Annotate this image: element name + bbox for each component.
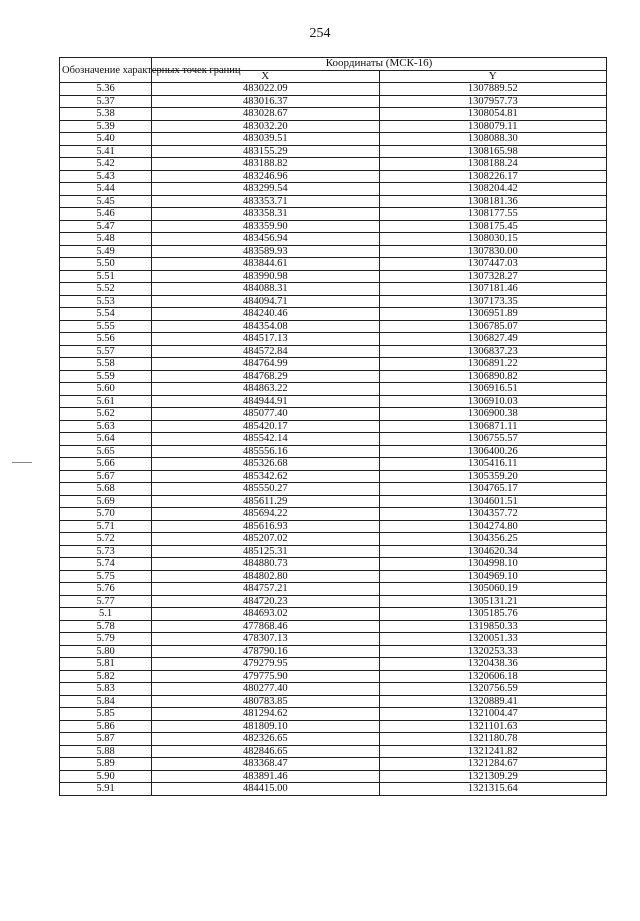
point-cell: 5.50	[60, 258, 152, 271]
point-cell: 5.44	[60, 183, 152, 196]
point-column-header: Обозначение характерных точек границ	[60, 58, 152, 83]
x-coordinate-cell: 483155.29	[152, 145, 380, 158]
point-cell: 5.52	[60, 283, 152, 296]
y-coordinate-cell: 1306890.82	[379, 370, 607, 383]
point-cell: 5.77	[60, 595, 152, 608]
point-cell: 5.88	[60, 745, 152, 758]
y-coordinate-cell: 1307173.35	[379, 295, 607, 308]
y-coordinate-cell: 1307181.46	[379, 283, 607, 296]
point-cell: 5.82	[60, 670, 152, 683]
table-row	[60, 695, 607, 708]
y-coordinate-cell: 1321284.67	[379, 758, 607, 771]
y-coordinate-cell: 1308204.42	[379, 183, 607, 196]
y-coordinate-cell: 1306827.49	[379, 333, 607, 346]
point-cell: 5.89	[60, 758, 152, 771]
table-row	[60, 558, 607, 571]
table-row	[60, 195, 607, 208]
y-coordinate-cell: 1306400.26	[379, 445, 607, 458]
x-coordinate-cell: 481809.10	[152, 720, 380, 733]
y-coordinate-cell: 1321241.82	[379, 745, 607, 758]
y-coordinate-cell: 1308079.11	[379, 120, 607, 133]
x-coordinate-cell: 484802.80	[152, 570, 380, 583]
x-coordinate-cell: 484757.21	[152, 583, 380, 596]
x-coordinate-cell: 485542.14	[152, 433, 380, 446]
table-row	[60, 333, 607, 346]
table-row	[60, 145, 607, 158]
x-coordinate-cell: 483359.90	[152, 220, 380, 233]
point-cell: 5.71	[60, 520, 152, 533]
point-cell: 5.72	[60, 533, 152, 546]
x-coordinate-cell: 483891.46	[152, 770, 380, 783]
x-coordinate-cell: 485326.68	[152, 458, 380, 471]
table-row	[60, 508, 607, 521]
y-coordinate-cell: 1307830.00	[379, 245, 607, 258]
y-coordinate-cell: 1308175.45	[379, 220, 607, 233]
y-coordinate-cell: 1320051.33	[379, 633, 607, 646]
table-row	[60, 583, 607, 596]
x-coordinate-cell: 485125.31	[152, 545, 380, 558]
point-cell: 5.78	[60, 620, 152, 633]
x-coordinate-cell: 482326.65	[152, 733, 380, 746]
point-cell: 5.53	[60, 295, 152, 308]
y-coordinate-cell: 1306900.38	[379, 408, 607, 421]
y-coordinate-cell: 1320438.36	[379, 658, 607, 671]
table-row	[60, 95, 607, 108]
point-cell: 5.59	[60, 370, 152, 383]
point-cell: 5.42	[60, 158, 152, 171]
table-row	[60, 245, 607, 258]
x-coordinate-cell: 484880.73	[152, 558, 380, 571]
y-coordinate-cell: 1305131.21	[379, 595, 607, 608]
point-cell: 5.84	[60, 695, 152, 708]
x-coordinate-cell: 485616.93	[152, 520, 380, 533]
y-coordinate-cell: 1320606.18	[379, 670, 607, 683]
y-coordinate-cell: 1306785.07	[379, 320, 607, 333]
point-cell: 5.69	[60, 495, 152, 508]
table-row	[60, 683, 607, 696]
y-coordinate-cell: 1305416.11	[379, 458, 607, 471]
y-coordinate-cell: 1304969.10	[379, 570, 607, 583]
point-cell: 5.45	[60, 195, 152, 208]
y-coordinate-cell: 1308088.30	[379, 133, 607, 146]
point-cell: 5.76	[60, 583, 152, 596]
y-coordinate-cell: 1321309.29	[379, 770, 607, 783]
point-cell: 5.86	[60, 720, 152, 733]
y-coordinate-cell: 1321315.64	[379, 783, 607, 796]
y-coordinate-cell: 1304274.80	[379, 520, 607, 533]
point-cell: 5.90	[60, 770, 152, 783]
point-cell: 5.38	[60, 108, 152, 121]
table-row	[60, 658, 607, 671]
y-coordinate-cell: 1304765.17	[379, 483, 607, 496]
y-coordinate-cell: 1320253.33	[379, 645, 607, 658]
x-coordinate-cell: 485550.27	[152, 483, 380, 496]
x-coordinate-cell: 482846.65	[152, 745, 380, 758]
x-coordinate-cell: 481294.62	[152, 708, 380, 721]
point-cell: 5.79	[60, 633, 152, 646]
table-row	[60, 733, 607, 746]
x-coordinate-cell: 483246.96	[152, 170, 380, 183]
table-row	[60, 120, 607, 133]
x-coordinate-cell: 483990.98	[152, 270, 380, 283]
y-coordinate-cell: 1308181.36	[379, 195, 607, 208]
point-cell: 5.91	[60, 783, 152, 796]
table-row	[60, 383, 607, 396]
y-coordinate-cell: 1320889.41	[379, 695, 607, 708]
table-row	[60, 295, 607, 308]
point-cell: 5.47	[60, 220, 152, 233]
y-coordinate-cell: 1305185.76	[379, 608, 607, 621]
point-cell: 5.57	[60, 345, 152, 358]
y-coordinate-cell: 1308188.24	[379, 158, 607, 171]
table-row	[60, 470, 607, 483]
y-coordinate-cell: 1306951.89	[379, 308, 607, 321]
x-coordinate-cell: 484517.13	[152, 333, 380, 346]
table-row	[60, 270, 607, 283]
x-column-header: X	[152, 70, 380, 83]
table-row	[60, 720, 607, 733]
y-coordinate-cell: 1304356.25	[379, 533, 607, 546]
table-row	[60, 570, 607, 583]
y-coordinate-cell: 1304620.34	[379, 545, 607, 558]
y-coordinate-cell: 1321101.63	[379, 720, 607, 733]
x-coordinate-cell: 483022.09	[152, 83, 380, 96]
x-coordinate-cell: 479775.90	[152, 670, 380, 683]
table-row	[60, 258, 607, 271]
x-coordinate-cell: 483456.94	[152, 233, 380, 246]
table-row	[60, 395, 607, 408]
x-coordinate-cell: 485420.17	[152, 420, 380, 433]
point-cell: 5.74	[60, 558, 152, 571]
table-row	[60, 133, 607, 146]
point-cell: 5.54	[60, 308, 152, 321]
x-coordinate-cell: 478307.13	[152, 633, 380, 646]
point-cell: 5.87	[60, 733, 152, 746]
x-coordinate-cell: 484088.31	[152, 283, 380, 296]
point-cell: 5.51	[60, 270, 152, 283]
x-coordinate-cell: 480783.85	[152, 695, 380, 708]
table-row	[60, 183, 607, 196]
table-row	[60, 445, 607, 458]
table-row	[60, 433, 607, 446]
table-row	[60, 170, 607, 183]
table-row	[60, 370, 607, 383]
point-cell: 5.75	[60, 570, 152, 583]
x-coordinate-cell: 483032.20	[152, 120, 380, 133]
point-cell: 5.56	[60, 333, 152, 346]
table-row	[60, 408, 607, 421]
x-coordinate-cell: 484094.71	[152, 295, 380, 308]
table-row	[60, 220, 607, 233]
x-coordinate-cell: 483039.51	[152, 133, 380, 146]
point-cell: 5.58	[60, 358, 152, 371]
coordinates-group-header: Координаты (МСК-16)	[152, 58, 607, 71]
table-row	[60, 708, 607, 721]
table-row	[60, 533, 607, 546]
x-coordinate-cell: 478790.16	[152, 645, 380, 658]
point-cell: 5.1	[60, 608, 152, 621]
x-coordinate-cell: 483016.37	[152, 95, 380, 108]
table-row	[60, 83, 607, 96]
x-coordinate-cell: 484863.22	[152, 383, 380, 396]
point-cell: 5.83	[60, 683, 152, 696]
point-cell: 5.73	[60, 545, 152, 558]
point-cell: 5.62	[60, 408, 152, 421]
y-coordinate-cell: 1306910.03	[379, 395, 607, 408]
table-row	[60, 620, 607, 633]
y-coordinate-cell: 1306755.57	[379, 433, 607, 446]
table-row	[60, 645, 607, 658]
table-row	[60, 595, 607, 608]
x-coordinate-cell: 485077.40	[152, 408, 380, 421]
table-row	[60, 783, 607, 796]
table-row	[60, 745, 607, 758]
table-row	[60, 208, 607, 221]
x-coordinate-cell: 484415.00	[152, 783, 380, 796]
table-row	[60, 158, 607, 171]
x-coordinate-cell: 484944.91	[152, 395, 380, 408]
table-row	[60, 520, 607, 533]
table-row	[60, 770, 607, 783]
y-coordinate-cell: 1306871.11	[379, 420, 607, 433]
table-body	[60, 83, 607, 796]
point-cell: 5.48	[60, 233, 152, 246]
y-coordinate-cell: 1305359.20	[379, 470, 607, 483]
point-cell: 5.46	[60, 208, 152, 221]
point-cell: 5.81	[60, 658, 152, 671]
point-cell: 5.67	[60, 470, 152, 483]
table-row	[60, 483, 607, 496]
y-coordinate-cell: 1306891.22	[379, 358, 607, 371]
x-coordinate-cell: 480277.40	[152, 683, 380, 696]
x-coordinate-cell: 483358.31	[152, 208, 380, 221]
x-coordinate-cell: 485342.62	[152, 470, 380, 483]
x-coordinate-cell: 483844.61	[152, 258, 380, 271]
x-coordinate-cell: 477868.46	[152, 620, 380, 633]
x-coordinate-cell: 485611.29	[152, 495, 380, 508]
point-cell: 5.66	[60, 458, 152, 471]
y-coordinate-cell: 1304357.72	[379, 508, 607, 521]
table-row	[60, 420, 607, 433]
point-cell: 5.40	[60, 133, 152, 146]
x-coordinate-cell: 484768.29	[152, 370, 380, 383]
table-row	[60, 308, 607, 321]
point-cell: 5.55	[60, 320, 152, 333]
point-cell: 5.60	[60, 383, 152, 396]
table-row	[60, 633, 607, 646]
y-coordinate-cell: 1308226.17	[379, 170, 607, 183]
y-coordinate-cell: 1321004.47	[379, 708, 607, 721]
y-coordinate-cell: 1308054.81	[379, 108, 607, 121]
point-cell: 5.70	[60, 508, 152, 521]
point-cell: 5.36	[60, 83, 152, 96]
table-row	[60, 608, 607, 621]
x-coordinate-cell: 484764.99	[152, 358, 380, 371]
y-coordinate-cell: 1320756.59	[379, 683, 607, 696]
y-coordinate-cell: 1321180.78	[379, 733, 607, 746]
y-coordinate-cell: 1304998.10	[379, 558, 607, 571]
point-cell: 5.39	[60, 120, 152, 133]
point-cell: 5.43	[60, 170, 152, 183]
point-cell: 5.63	[60, 420, 152, 433]
x-coordinate-cell: 484693.02	[152, 608, 380, 621]
table-row	[60, 670, 607, 683]
y-coordinate-cell: 1307889.52	[379, 83, 607, 96]
table-row	[60, 358, 607, 371]
table-row	[60, 320, 607, 333]
table-row	[60, 283, 607, 296]
point-cell: 5.68	[60, 483, 152, 496]
y-coordinate-cell: 1307447.03	[379, 258, 607, 271]
x-coordinate-cell: 479279.95	[152, 658, 380, 671]
y-coordinate-cell: 1304601.51	[379, 495, 607, 508]
y-column-header: Y	[379, 70, 607, 83]
x-coordinate-cell: 483028.67	[152, 108, 380, 121]
point-cell: 5.49	[60, 245, 152, 258]
table-row	[60, 108, 607, 121]
x-coordinate-cell: 484720.23	[152, 595, 380, 608]
point-cell: 5.41	[60, 145, 152, 158]
margin-mark	[12, 462, 32, 463]
point-cell: 5.85	[60, 708, 152, 721]
y-coordinate-cell: 1305060.19	[379, 583, 607, 596]
y-coordinate-cell: 1308165.98	[379, 145, 607, 158]
table-row	[60, 458, 607, 471]
point-cell: 5.80	[60, 645, 152, 658]
point-cell: 5.64	[60, 433, 152, 446]
y-coordinate-cell: 1307957.73	[379, 95, 607, 108]
x-coordinate-cell: 483368.47	[152, 758, 380, 771]
x-coordinate-cell: 483353.71	[152, 195, 380, 208]
point-cell: 5.65	[60, 445, 152, 458]
x-coordinate-cell: 483299.54	[152, 183, 380, 196]
x-coordinate-cell: 484354.08	[152, 320, 380, 333]
table-row	[60, 345, 607, 358]
point-cell: 5.61	[60, 395, 152, 408]
y-coordinate-cell: 1307328.27	[379, 270, 607, 283]
coordinates-table	[59, 57, 607, 796]
y-coordinate-cell: 1319850.33	[379, 620, 607, 633]
table-header	[60, 58, 607, 83]
x-coordinate-cell: 485694.22	[152, 508, 380, 521]
x-coordinate-cell: 484240.46	[152, 308, 380, 321]
point-cell: 5.37	[60, 95, 152, 108]
page-number: 254	[309, 26, 331, 41]
table-row	[60, 233, 607, 246]
x-coordinate-cell: 485207.02	[152, 533, 380, 546]
table-row	[60, 758, 607, 771]
x-coordinate-cell: 484572.84	[152, 345, 380, 358]
table-row	[60, 495, 607, 508]
x-coordinate-cell: 483589.93	[152, 245, 380, 258]
x-coordinate-cell: 485556.16	[152, 445, 380, 458]
x-coordinate-cell: 483188.82	[152, 158, 380, 171]
y-coordinate-cell: 1306837.23	[379, 345, 607, 358]
table-row	[60, 545, 607, 558]
y-coordinate-cell: 1308177.55	[379, 208, 607, 221]
y-coordinate-cell: 1308030.15	[379, 233, 607, 246]
y-coordinate-cell: 1306916.51	[379, 383, 607, 396]
